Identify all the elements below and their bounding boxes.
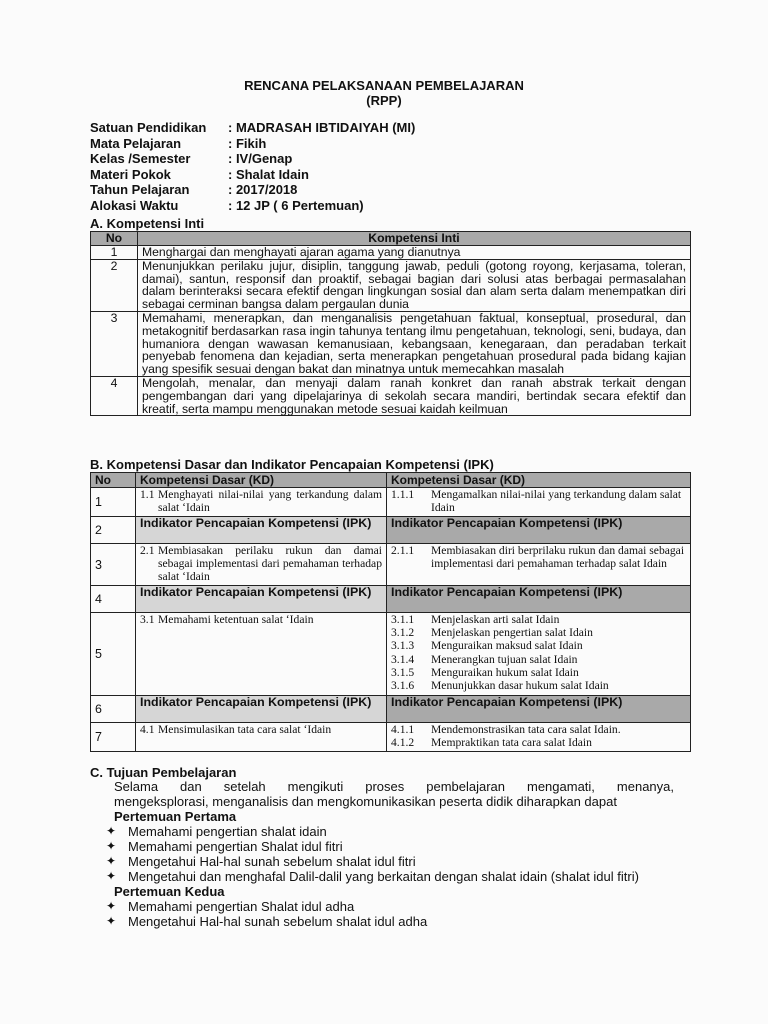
bullet-star-icon: ✦: [106, 854, 117, 868]
list-item: ✦ Mengetahui Hal-hal sunah sebelum shalat idul adha: [106, 914, 428, 929]
bullet-star-icon: ✦: [106, 839, 117, 853]
table-row: 7 4.1 Mensimulasikan tata cara salat ‘Idain 4.1.1 Mendemonstrasikan tata cara salat Idain. 4.1.2 Mempraktikan tata cara salat Idain: [91, 723, 691, 752]
meta-row: Mata Pelajaran : Fikih: [90, 135, 267, 151]
bullet-star-icon: ✦: [106, 824, 117, 838]
table-row: 2 Menunjukkan perilaku jujur, disiplin, tanggung jawab, peduli (gotong royong, kerjasama, toleran, damai), santun, responsif dan proaktif, sebagai bagian dari solusi atas berbagai permasalahan dalam berinteraksi secara efektif dengan lingkungan sosial dan alam serta dalam menempatkan diri sebagai cerminan bangsa dalam pergaulan dunia: [91, 259, 691, 311]
section-a-heading: A. Kompetensi Inti: [90, 216, 205, 231]
list-item: ✦ Memahami pengertian shalat idain: [106, 824, 327, 839]
table-row: 5 3.1 Memahami ketentuan salat ‘Idain 3.1.1 Menjelaskan arti salat Idain 3.1.2 Menjelaskan pengertian salat Idain 3.1.3 Menguraikan maksud salat Idain 3.1.4 Menerangkan tujuan salat Idain 3.1.5 Menguraikan hukum salat Idain 3.1.6 Menunjukkan dasar hukum salat Idain: [91, 613, 691, 696]
intro-text: Selama dan setelah mengikuti proses pembelajaran mengamati, menanya,: [114, 779, 674, 794]
list-item: ✦ Mengetahui Hal-hal sunah sebelum shalat idul fitri: [106, 854, 416, 869]
tujuan-pembelajaran: [106, 779, 674, 929]
list-item: ✦ Mengetahui dan menghafal Dalil-dalil yang berkaitan dengan shalat idain (shalat idul fitri): [106, 869, 639, 884]
table-row-ipk: 4 Indikator Pencapaian Kompetensi (IPK) Indikator Pencapaian Kompetensi (IPK): [91, 586, 691, 613]
table-row: 3 Memahami, menerapkan, dan menganalisis pengetahuan faktual, konseptual, prosedural, dan metakognitif berdasarkan rasa ingin tahunya tentang ilmu pengetahuan, teknologi, seni, budaya, dan humaniora dengan wawasan kemanusiaan, kebangsaan, kenegaraan, dan peradaban terkait penyebab fenomena dan kejadian, serta menerapkan pengetahuan prosedural pada bidang kajian yang spesifik sesuai dengan bakat dan minatnya untuk memecahkan masalah: [91, 311, 691, 376]
meta-row: Alokasi Waktu : 12 JP ( 6 Pertemuan): [90, 197, 364, 213]
meta-row: Satuan Pendidikan : MADRASAH IBTIDAIYAH (MI): [90, 120, 416, 135]
table-row-ipk: 2 Indikator Pencapaian Kompetensi (IPK) Indikator Pencapaian Kompetensi (IPK): [91, 517, 691, 544]
identity-block: [90, 120, 415, 214]
document-subtitle: (RPP): [366, 93, 402, 108]
list-item: ✦ Memahami pengertian Shalat idul adha: [106, 899, 355, 914]
table-row: 4 Mengolah, menalar, dan menyaji dalam ranah konkret dan ranah abstrak terkait dengan pengembangan dari yang dipelajarinya di sekolah secara mandiri, bertindak secara efektif dan kreatif, serta mampu menggunakan metode sesuai kaidah keilmuan: [91, 376, 691, 415]
pertemuan-pertama-heading: Pertemuan Pertama: [114, 809, 237, 824]
bullet-star-icon: ✦: [106, 899, 117, 913]
col-no: No: [91, 473, 136, 488]
table-header-row: [91, 232, 691, 246]
section-c-heading: C. Tujuan Pembelajaran: [90, 765, 237, 780]
col-kompetensi-inti: Kompetensi Inti: [138, 232, 691, 246]
bullet-star-icon: ✦: [106, 869, 117, 883]
meta-row: Materi Pokok : Shalat Idain: [90, 166, 309, 182]
document-title: RENCANA PELAKSANAAN PEMBELAJARAN: [244, 78, 524, 93]
kompetensi-inti-table: [90, 231, 691, 416]
pertemuan-kedua-heading: Pertemuan Kedua: [114, 884, 225, 899]
meta-row: Kelas /Semester : IV/Genap: [90, 151, 293, 167]
table-row: 1 1.1 Menghayati nilai-nilai yang terkandung dalam salat ‘Idain 1.1.1 Mengamalkan nilai-nilai yang terkandung dalam salat Idain: [91, 488, 691, 517]
table-row: 1 Menghargai dan menghayati ajaran agama yang dianutnya: [91, 246, 691, 260]
col-kd-right: Kompetensi Dasar (KD): [387, 473, 691, 488]
col-no: No: [91, 232, 138, 246]
kompetensi-dasar-table: [90, 472, 691, 752]
table-header-row: [91, 473, 691, 488]
list-item: ✦ Memahami pengertian Shalat idul fitri: [106, 839, 343, 854]
bullet-star-icon: ✦: [106, 914, 117, 928]
table-row-ipk: 6 Indikator Pencapaian Kompetensi (IPK) Indikator Pencapaian Kompetensi (IPK): [91, 696, 691, 723]
table-row: 3 2.1 Membiasakan perilaku rukun dan damai sebagai implementasi dari pemahaman terhadap salat ‘Idain 2.1.1 Membiasakan diri berprilaku rukun dan damai sebagai implementasi dari pemahaman terhadap salat Idain: [91, 544, 691, 586]
intro-text-2: mengeksplorasi, menganalisis dan mengkomunikasikan peserta didik diharapkan dapat: [114, 794, 617, 809]
meta-row: Tahun Pelajaran : 2017/2018: [90, 182, 298, 198]
col-kd-left: Kompetensi Dasar (KD): [136, 473, 387, 488]
section-b-heading: B. Kompetensi Dasar dan Indikator Pencapaian Kompetensi (IPK): [90, 457, 494, 472]
